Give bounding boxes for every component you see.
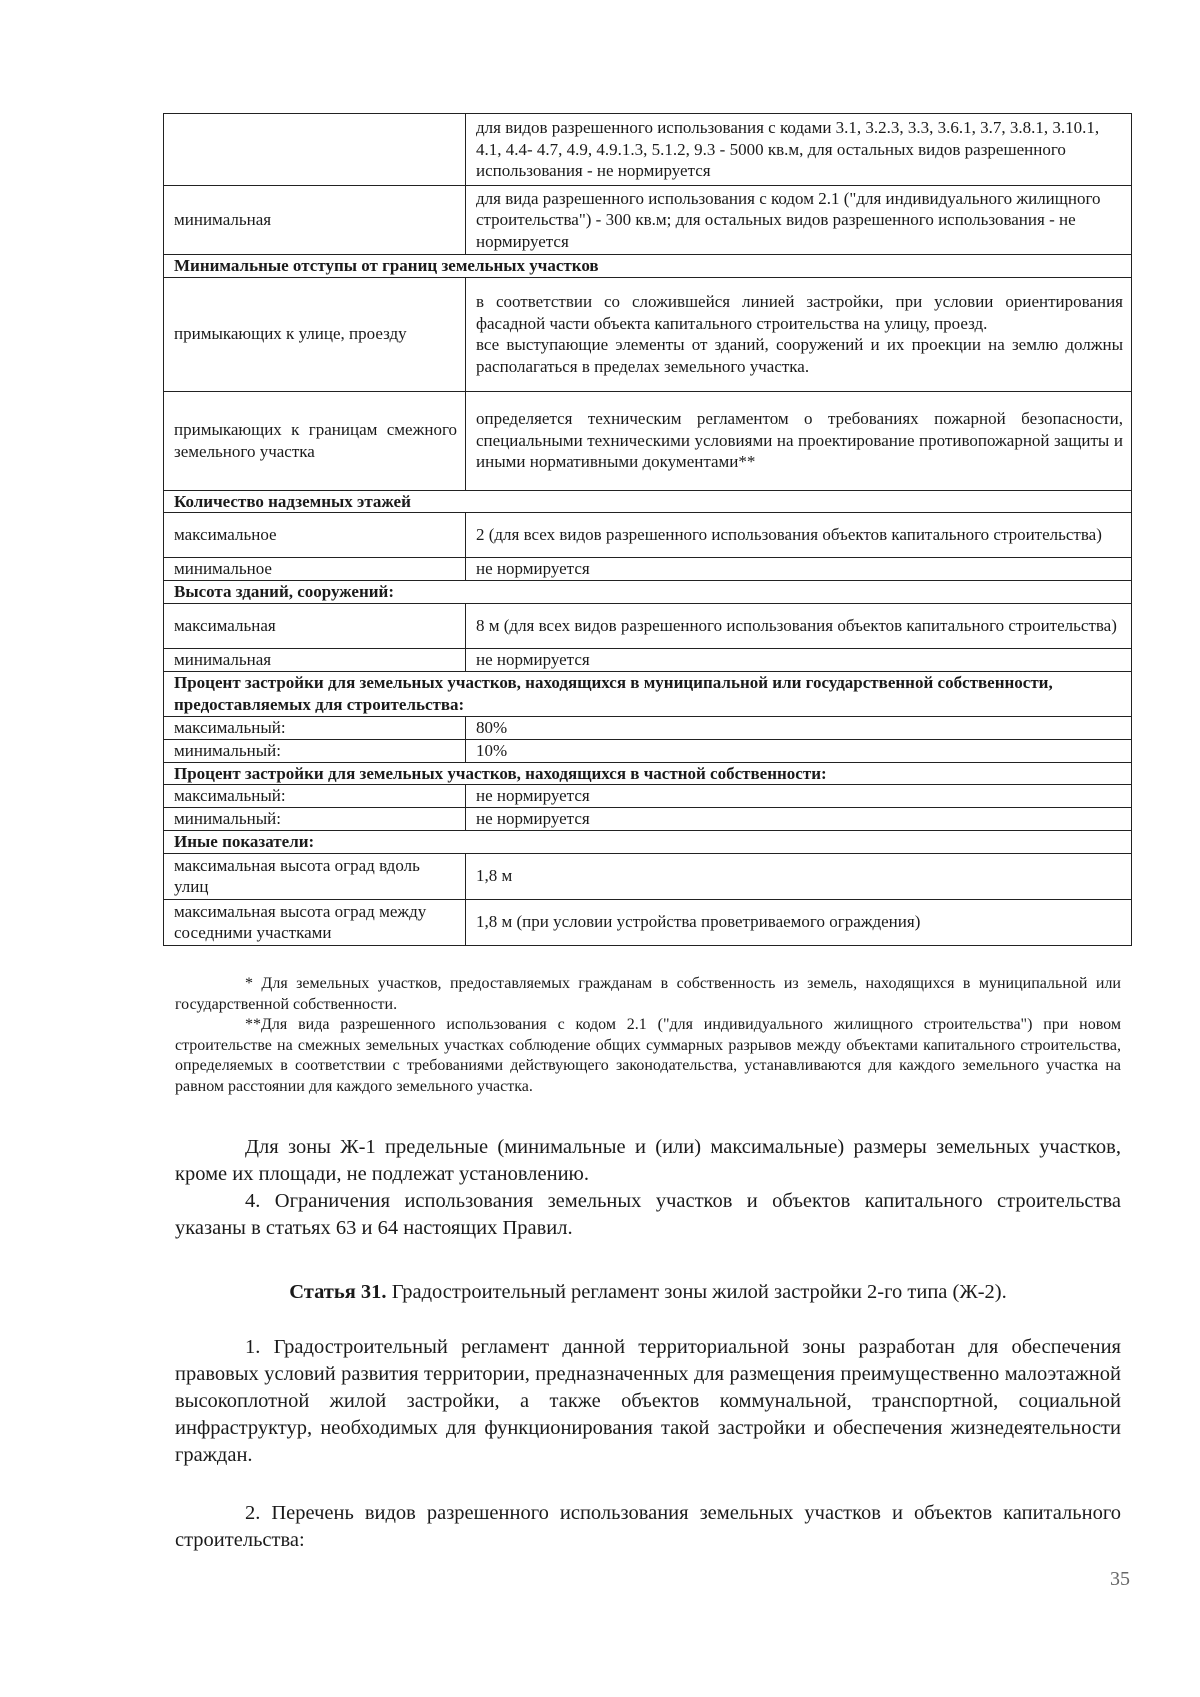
paragraph: 1. Градостроительный регламент данной территориальной зоны разработан для обеспечения правовых условий развития территории, предназначенных для размещения преимущественно малоэтажной высокоплотной жилой застройки, а также объектов коммунальной, транспортной, социальной инфраструктур, необходимых для функционирования такой застройки и обеспечения жизнедеятельности граждан.: [175, 1336, 1121, 1466]
section-heading: Процент застройки для земельных участков, находящихся в частной собственности:: [164, 762, 1132, 785]
param-name-cell: минимальный:: [164, 808, 466, 831]
table-row: [164, 513, 1132, 558]
footnotes: [175, 974, 1121, 1097]
param-value-cell: 1,8 м: [466, 853, 1132, 899]
article-number: Статья 31.: [289, 1281, 387, 1303]
footnote: **Для вида разрешенного использования с кодом 2.1 ("для индивидуального жилищного строительства") при новом строительстве на смежных земельных участках соблюдение общих суммарных разрывов между объектами капитального строительства, определяемых в соответствии с требованиями действующего законодательства, устанавливаются для каждого земельного участка на равном расстоянии для каждого земельного участка.: [175, 1016, 1121, 1095]
param-name-cell: максимальный:: [164, 716, 466, 739]
section-heading: Минимальные отступы от границ земельных участков: [164, 255, 1132, 278]
body-paragraph-block: [175, 1500, 1121, 1554]
table-row: [164, 899, 1132, 945]
article-heading: [175, 1279, 1121, 1306]
table-row: [164, 114, 1132, 186]
section-heading: Количество надземных этажей: [164, 490, 1132, 513]
param-value-cell: 80%: [466, 716, 1132, 739]
param-value-cell: 10%: [466, 739, 1132, 762]
param-name-cell: примыкающих к улице, проезду: [164, 277, 466, 391]
paragraph: Для зоны Ж-1 предельные (минимальные и (или) максимальные) размеры земельных участков, кроме их площади, не подлежат установлению.: [175, 1136, 1121, 1185]
param-name-cell: максимальная высота оград вдоль улиц: [164, 853, 466, 899]
param-value-cell: для видов разрешенного использования с кодами 3.1, 3.2.3, 3.3, 3.6.1, 3.7, 3.8.1, 3.10.1, 4.1, 4.4- 4.7, 4.9, 4.9.1.3, 5.1.2, 9.3 - 5000 кв.м, для остальных видов разрешенного использования - не нормируется: [466, 114, 1132, 186]
param-value-cell: не нормируется: [466, 808, 1132, 831]
table-row: [164, 558, 1132, 581]
body-paragraph-block: [175, 1334, 1121, 1469]
param-name-cell: максимальная: [164, 603, 466, 648]
table-row: [164, 716, 1132, 739]
param-value-cell: [466, 277, 1132, 391]
footnote: * Для земельных участков, предоставляемых гражданам в собственность из земель, находящихся в муниципальной или государственной собственности.: [175, 975, 1121, 1013]
param-value-cell: 2 (для всех видов разрешенного использования объектов капитального строительства): [466, 513, 1132, 558]
param-name-cell: минимальный:: [164, 739, 466, 762]
param-name-cell: [164, 114, 466, 186]
table-row: [164, 277, 1132, 391]
table-row: [164, 808, 1132, 831]
regulation-table: [163, 113, 1132, 946]
param-name-cell: максимальное: [164, 513, 466, 558]
param-name-cell: минимальная: [164, 648, 466, 671]
section-heading: Высота зданий, сооружений:: [164, 581, 1132, 604]
table-row: [164, 739, 1132, 762]
page-number: 35: [1110, 1568, 1130, 1590]
param-name-cell: минимальное: [164, 558, 466, 581]
body-paragraphs-top: [175, 1134, 1121, 1242]
section-row: [164, 671, 1132, 716]
param-value-cell: 8 м (для всех видов разрешенного использования объектов капитального строительства): [466, 603, 1132, 648]
table-row: [164, 785, 1132, 808]
param-value-line: в соответствии со сложившейся линией застройки, при условии ориентирования фасадной части объекта капитального строительства на улицу, проезд.: [476, 292, 1123, 333]
section-heading: Иные показатели:: [164, 831, 1132, 854]
table-row: [164, 648, 1132, 671]
section-row: [164, 490, 1132, 513]
param-value-cell: 1,8 м (при условии устройства проветриваемого ограждения): [466, 899, 1132, 945]
paragraph: 2. Перечень видов разрешенного использования земельных участков и объектов капитального строительства:: [175, 1502, 1121, 1551]
section-row: [164, 831, 1132, 854]
table-row: [164, 186, 1132, 255]
table-row: [164, 391, 1132, 490]
table-row: [164, 603, 1132, 648]
param-value-line: все выступающие элементы от зданий, сооружений и их проекции на землю должны располагаться в пределах земельного участка.: [476, 335, 1123, 376]
section-heading: Процент застройки для земельных участков, находящихся в муниципальной или государственной собственности, предоставляемых для строительства:: [164, 671, 1132, 716]
section-row: [164, 255, 1132, 278]
param-value-cell: для вида разрешенного использования с кодом 2.1 ("для индивидуального жилищного строительства") - 300 кв.м; для остальных видов разрешенного использования - не нормируется: [466, 186, 1132, 255]
article-title: Градостроительный регламент зоны жилой застройки 2-го типа (Ж-2).: [386, 1281, 1007, 1303]
param-value-cell: не нормируется: [466, 648, 1132, 671]
section-row: [164, 581, 1132, 604]
section-row: [164, 762, 1132, 785]
param-name-cell: минимальная: [164, 186, 466, 255]
param-name-cell: максимальный:: [164, 785, 466, 808]
param-value-cell: не нормируется: [466, 558, 1132, 581]
table-row: [164, 853, 1132, 899]
param-name-cell: примыкающих к границам смежного земельного участка: [164, 391, 466, 490]
param-name-cell: максимальная высота оград между соседними участками: [164, 899, 466, 945]
param-value-cell: не нормируется: [466, 785, 1132, 808]
paragraph: 4. Ограничения использования земельных участков и объектов капитального строительства указаны в статьях 63 и 64 настоящих Правил.: [175, 1190, 1121, 1239]
param-value-cell: определяется техническим регламентом о требованиях пожарной безопасности, специальными техническими условиями на проектирование противопожарной защиты и иными нормативными документами**: [466, 391, 1132, 490]
